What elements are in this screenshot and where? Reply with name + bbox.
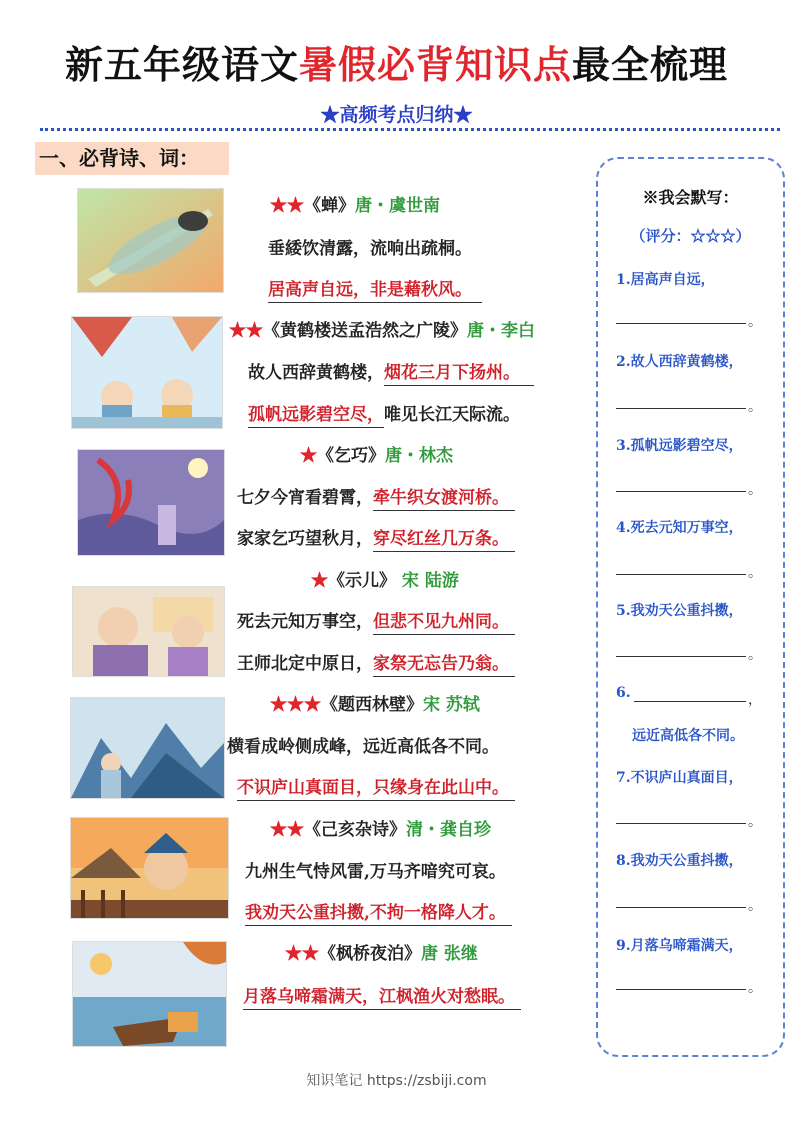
poem-3-line-2: 家家乞巧望秋月，穿尽红丝几万条。 (237, 524, 515, 549)
maple-bridge-illustration (72, 941, 227, 1047)
period: 。 (748, 647, 762, 663)
comma: ， (748, 692, 762, 708)
period: 。 (748, 399, 762, 415)
poem-4-title: ★《示儿》 宋 陆游 (311, 571, 459, 591)
dictation-item: 9.月落乌啼霜满天， (616, 938, 743, 954)
subtitle: ★高频考点归纳★ (320, 104, 473, 126)
period: 。 (748, 565, 762, 581)
dictation-item: 4.死去元知万事空， (616, 520, 743, 536)
title-part-2: 暑假必背知识点 (298, 43, 572, 87)
answer-blank[interactable] (616, 491, 746, 492)
poem-4-line-2: 王师北定中原日，家祭无忘告乃翁。 (237, 649, 515, 674)
period: 。 (748, 482, 762, 498)
dictation-item: 8.我劝天公重抖擞， (616, 853, 743, 869)
poem-4-line-1: 死去元知万事空，但悲不见九州同。 (237, 607, 515, 632)
answer-blank[interactable] (616, 656, 746, 657)
poem-5-title: ★★★《题西林壁》宋 苏轼 (270, 695, 480, 715)
dictation-item: 5.我劝天公重抖擞， (616, 603, 743, 619)
dictation-item: 1.居高声自远， (616, 272, 715, 288)
dictation-item: 7.不识庐山真面目， (616, 770, 743, 786)
page-title (0, 34, 793, 89)
dotted-divider (40, 128, 780, 131)
dictation-item: 2.故人西辞黄鹤楼， (616, 354, 743, 370)
xilin-wall-illustration (70, 697, 225, 799)
title-part-1: 新五年级语文 (64, 43, 299, 87)
section-title: 一、必背诗、词： (35, 142, 229, 175)
poem-5-line-2: 不识庐山真面目，只缘身在此山中。 (237, 773, 515, 798)
dictation-item: 3.孤帆远影碧空尽， (616, 438, 743, 454)
answer-blank[interactable] (616, 323, 746, 324)
period: 。 (748, 898, 762, 914)
answer-blank[interactable] (616, 989, 746, 990)
answer-blank[interactable] (616, 408, 746, 409)
poem-6-line-2: 我劝天公重抖擞,不拘一格降人才。 (245, 898, 512, 923)
dictation-item: 远近高低各不同。 (632, 728, 744, 744)
poem-1-title: ★★《蝉》唐・虞世南 (270, 196, 440, 216)
poem-1-line-1: 垂緌饮清露，流响出疏桐。 (268, 239, 472, 259)
dictation-score: （评分：☆☆☆） (630, 227, 751, 245)
poem-3-title: ★《乞巧》唐・林杰 (300, 446, 453, 466)
dictation-item: 6. (616, 685, 631, 701)
poem-7-line-1: 月落乌啼霜满天，江枫渔火对愁眠。 (243, 982, 521, 1007)
period: 。 (748, 314, 762, 330)
answer-blank[interactable] (616, 574, 746, 575)
poem-3-line-1: 七夕今宵看碧霄，牵牛织女渡河桥。 (237, 483, 515, 508)
jihai-poem-illustration (70, 817, 229, 919)
answer-blank[interactable] (616, 907, 746, 908)
period: 。 (748, 814, 762, 830)
dictation-panel (596, 157, 785, 1057)
shi-er-illustration (72, 586, 225, 677)
poem-6-line-1: 九州生气恃风雷,万马齐喑究可哀。 (245, 862, 506, 882)
period: 。 (748, 980, 762, 996)
poem-2-line-2: 孤帆远影碧空尽，唯见长江天际流。 (248, 400, 520, 425)
poem-2-title: ★★《黄鹤楼送孟浩然之广陵》唐・李白 (229, 321, 535, 341)
poem-7-title: ★★《枫桥夜泊》唐 张继 (285, 944, 478, 964)
poem-6-title: ★★《己亥杂诗》清・龚自珍 (270, 820, 491, 840)
poem-1-line-2: 居高声自远，非是藉秋风。 (268, 275, 482, 300)
footer-source: 知识笔记 https://zsbiji.com (306, 1073, 487, 1089)
cicada-illustration (77, 188, 224, 293)
qixi-illustration (77, 449, 225, 556)
dictation-heading: ※我会默写： (642, 188, 739, 207)
answer-blank[interactable] (634, 701, 746, 702)
yellow-crane-tower-illustration (71, 316, 223, 429)
poem-2-line-1: 故人西辞黄鹤楼，烟花三月下扬州。 (248, 358, 534, 383)
answer-blank[interactable] (616, 823, 746, 824)
title-part-3: 最全梳理 (572, 43, 729, 87)
poem-5-line-1: 横看成岭侧成峰，远近高低各不同。 (227, 737, 499, 757)
